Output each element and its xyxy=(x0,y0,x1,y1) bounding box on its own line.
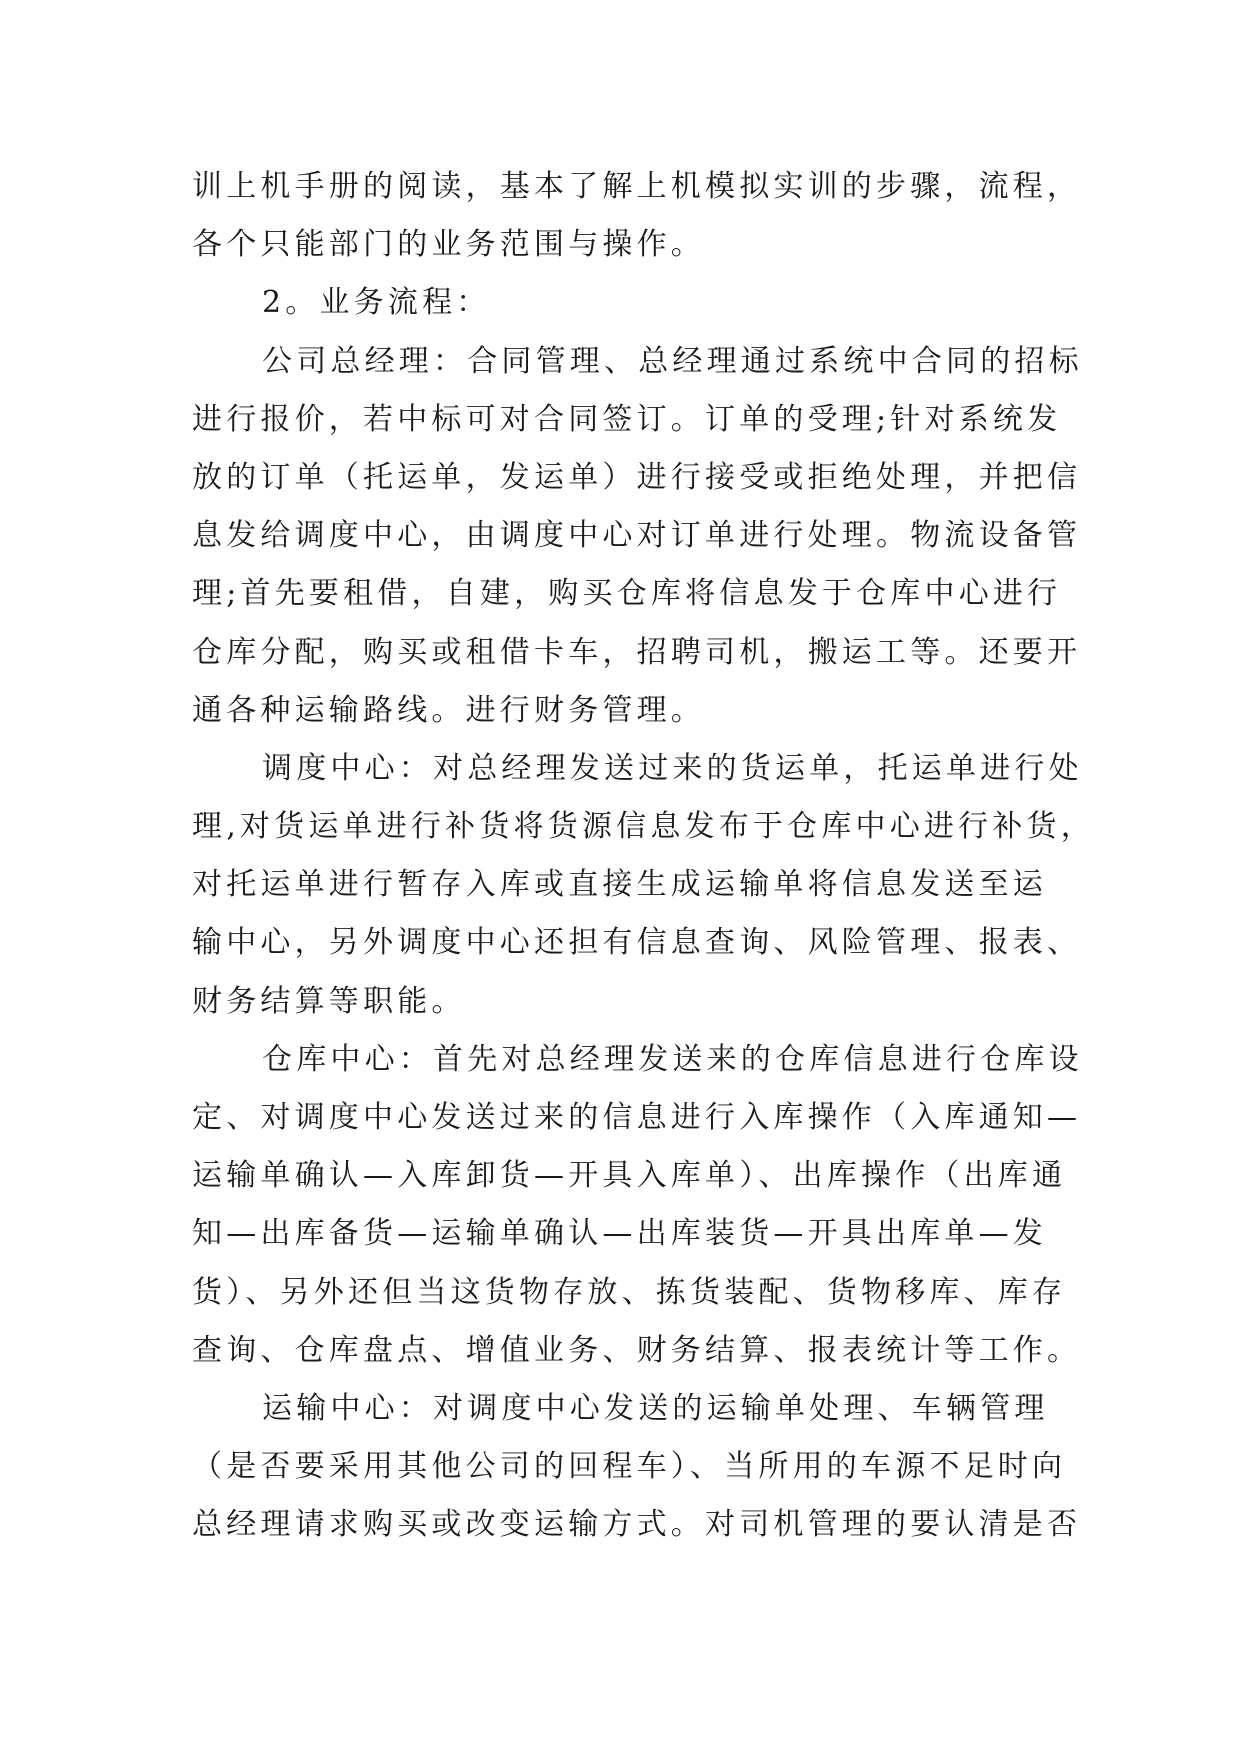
text-line-21: 查询、仓库盘点、增值业务、财务结算、报表统计等工作。 xyxy=(192,1332,1082,1368)
text-line-16: 仓库中心：首先对总经理发送来的仓库信息进行仓库设 xyxy=(262,1041,1083,1077)
text-line-12: 理,对货运单进行补货将货源信息发布于仓库中心进行补货， xyxy=(192,809,1095,845)
text-line-17: 定、对调度中心发送过来的信息进行入库操作（入库通知— xyxy=(192,1100,1082,1135)
text-line-24: 总经理请求购买或改变运输方式。对司机管理的要认清是否 xyxy=(192,1507,1082,1543)
text-line-18: 运输单确认—入库卸货—开具入库单）、出库操作（出库通 xyxy=(192,1158,1067,1194)
text-line-11: 调度中心：对总经理发送过来的货运单，托运单进行处 xyxy=(262,750,1083,786)
text-line-15: 财务结算等职能。 xyxy=(192,983,466,1019)
text-line-19: 知—出库备货—运输单确认—出库装货—开具出库单—发 xyxy=(192,1216,1047,1252)
text-line-13: 对托运单进行暂存入库或直接生成运输单将信息发送至运 xyxy=(192,867,1047,903)
text-line-5: 进行报价，若中标可对合同签订。订单的受理;针对系统发 xyxy=(192,401,1062,437)
text-line-7: 息发给调度中心，由调度中心对订单进行处理。物流设备管 xyxy=(192,518,1082,554)
text-line-20: 货）、另外还但当这货物存放、拣货装配、货物移库、库存 xyxy=(192,1274,1067,1310)
text-line-6: 放的订单（托运单，发运单）进行接受或拒绝处理，并把信 xyxy=(192,459,1082,495)
text-line-22: 运输中心：对调度中心发送的运输单处理、车辆管理 xyxy=(262,1390,1049,1426)
text-line-23: （是否要采用其他公司的回程车）、当所用的车源不足时向 xyxy=(192,1449,1067,1485)
document-body xyxy=(192,158,1095,1555)
section-heading: 2。业务流程： xyxy=(262,285,491,321)
text-line-10: 通各种运输路线。进行财务管理。 xyxy=(192,692,705,728)
text-line-14: 输中心，另外调度中心还担有信息查询、风险管理、报表、 xyxy=(192,925,1082,961)
text-line-9: 仓库分配，购买或租借卡车，招聘司机，搬运工等。还要开 xyxy=(192,634,1082,670)
text-line-2: 各个只能部门的业务范围与操作。 xyxy=(192,227,705,263)
text-line-8: 理;首先要租借，自建，购买仓库将信息发于仓库中心进行 xyxy=(192,576,1062,612)
text-line-4: 公司总经理：合同管理、总经理通过系统中合同的招标 xyxy=(262,343,1083,379)
text-line-1: 训上机手册的阅读，基本了解上机模拟实训的步骤，流程， xyxy=(192,169,1082,204)
